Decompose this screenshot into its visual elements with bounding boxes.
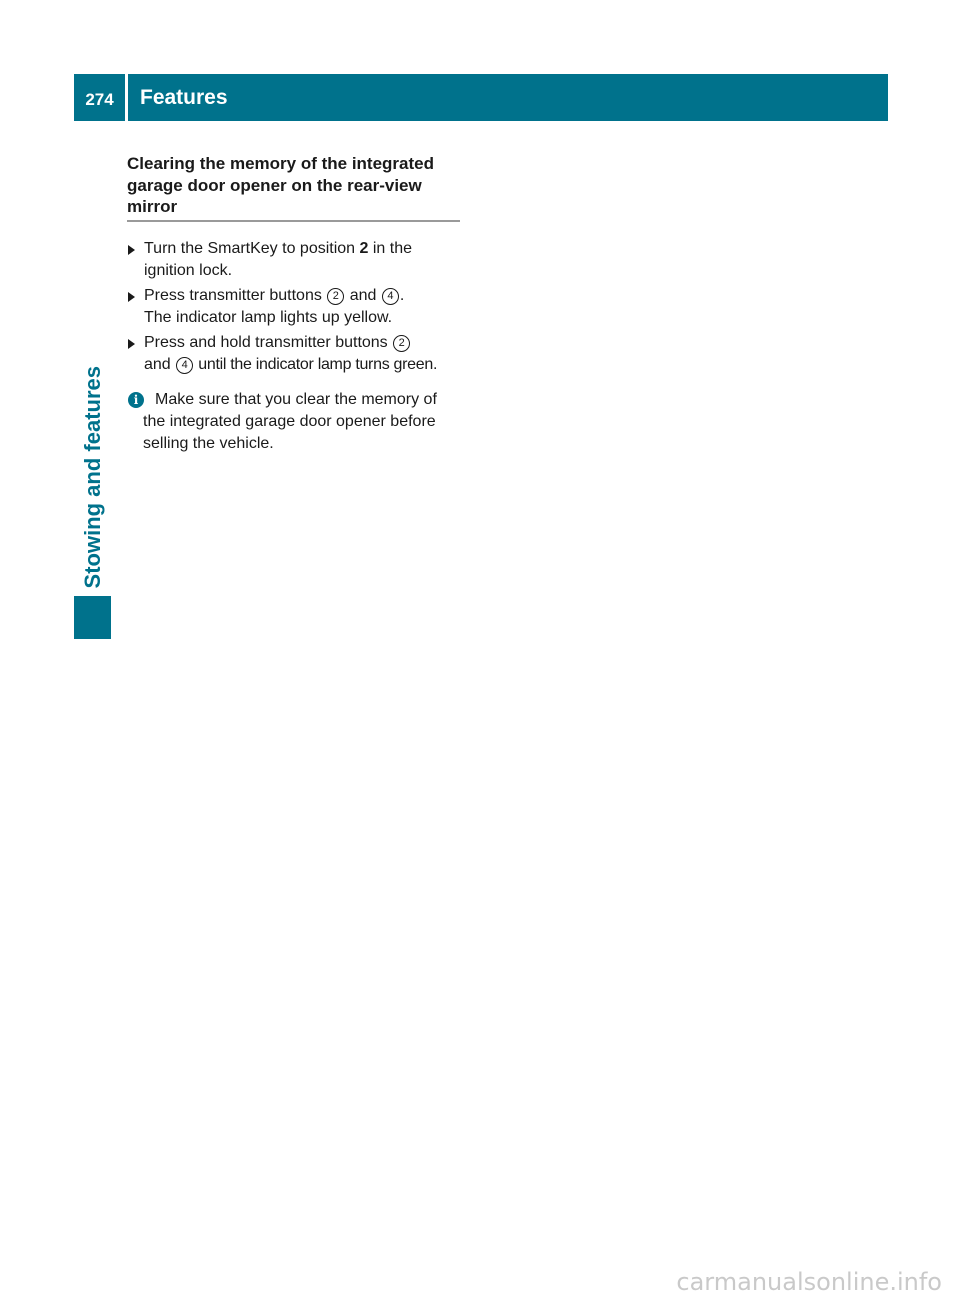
step-text: until the indicator lamp turns green.: [194, 355, 438, 373]
watermark: carmanualsonline.info: [676, 1268, 942, 1296]
button-number-icon: 2: [393, 335, 410, 352]
info-text-rest: the integrated garage door opener before selling the vehicle.: [143, 412, 436, 452]
side-tab: [74, 128, 111, 588]
button-number-icon: 4: [176, 357, 193, 374]
arrow-bullet-icon: [128, 245, 135, 255]
content-column: [127, 153, 460, 455]
side-tab-label: Stowing and features: [79, 365, 105, 588]
arrow-bullet-icon: [128, 292, 135, 302]
position-value: 2: [359, 239, 369, 257]
step-result-text: The indicator lamp lights up yellow.: [144, 308, 393, 326]
step-text: Turn the SmartKey to position: [144, 239, 360, 257]
info-icon: i: [128, 392, 144, 408]
step-text: Press and hold transmitter buttons: [144, 333, 393, 351]
list-item: [127, 238, 460, 282]
side-tab-marker: [74, 596, 111, 639]
step-text: in the ignition lock.: [144, 239, 413, 279]
instruction-list: [127, 238, 460, 376]
button-number-icon: 4: [382, 288, 399, 305]
info-text: Make sure that you clear the memory of: [155, 390, 437, 408]
info-note: [127, 389, 460, 455]
step-text: .: [399, 286, 405, 304]
step-text: Press transmitter buttons: [144, 286, 327, 304]
section-header: Features: [128, 74, 888, 121]
section-title: Clearing the memory of the integrated garage door opener on the rear-view mirror: [127, 153, 460, 222]
list-item: [127, 285, 460, 329]
page-number: 274: [74, 74, 125, 121]
list-item: Press and hold transmitter buttons 2 and 4 until the indicator lamp turns green.: [127, 332, 460, 376]
arrow-bullet-icon: [128, 339, 135, 349]
step-text: and: [345, 286, 381, 304]
button-number-icon: 2: [327, 288, 344, 305]
